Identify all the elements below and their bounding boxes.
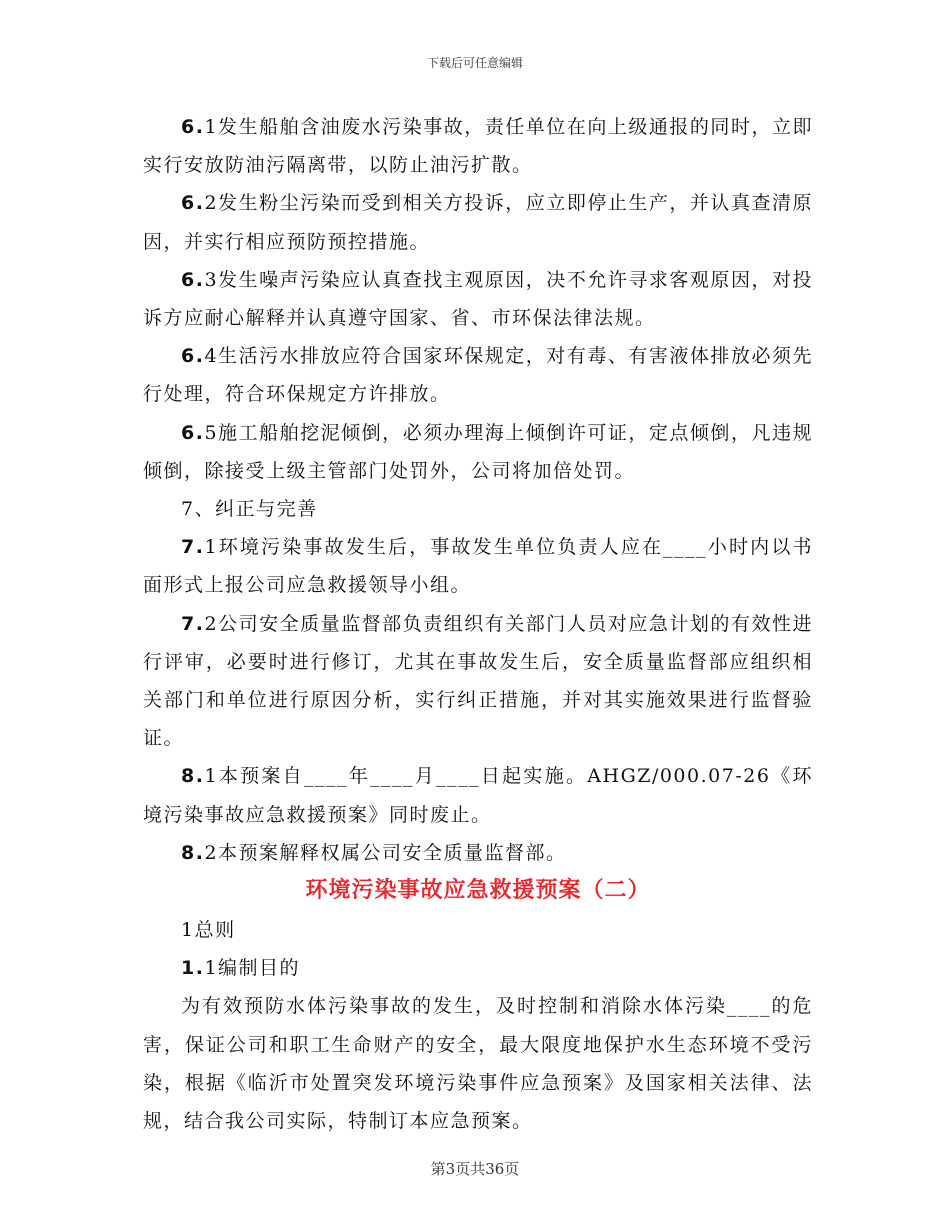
paragraph <box>143 528 813 604</box>
paragraph <box>143 261 813 337</box>
paragraph <box>143 337 813 413</box>
clause-number: 6. <box>181 192 205 215</box>
paragraph <box>143 184 813 260</box>
paragraph-text: 4生活污水排放应符合国家环保规定，对有毒、有害液体排放必须先行处理，符合环保规定方许排放。 <box>143 345 813 406</box>
clause-number: 6. <box>181 268 205 291</box>
subsection-heading <box>143 949 813 987</box>
paragraph <box>143 605 813 758</box>
clause-number: 7. <box>181 612 205 635</box>
clause-number: 6. <box>181 116 205 138</box>
paragraph-text: 1环境污染事故发生后，事故发生单位负责人应在____小时内以书面形式上报公司应急救援领导小组。 <box>143 536 813 597</box>
paragraph-text: 1发生船舶含油废水污染事故，责任单位在向上级通报的同时，立即实行安放防油污隔离带，以防止油污扩散。 <box>143 116 813 177</box>
paragraph-text: 2本预案解释权属公司安全质量监督部。 <box>204 841 567 864</box>
paragraph-text: 5施工船舶挖泥倾倒，必须办理海上倾倒许可证，定点倾倒，凡违规倾倒，除接受上级主管部门处罚外，公司将加倍处罚。 <box>143 421 813 482</box>
paragraph <box>143 414 813 490</box>
paragraph-text: 1本预案自____年____月____日起实施。AHGZ/000.07-26《环境污染事故应急救援预案》同时废止。 <box>143 765 813 826</box>
paragraph <box>143 987 813 1140</box>
clause-number: 6. <box>181 345 205 368</box>
paragraph-text: 为有效预防水体污染事故的发生，及时控制和消除水体污染____的危害，保证公司和职工生命财产的安全，最大限度地保护水生态环境不受污染，根据《临沂市处置突发环境污染事件应急预案》及国家相关法律、法规，结合我公司实际，特制订本应急预案。 <box>143 995 813 1133</box>
paragraph <box>143 757 813 833</box>
paragraph <box>143 834 813 872</box>
clause-number: 7. <box>181 536 205 559</box>
clause-number: 8. <box>181 841 205 864</box>
section-heading-7 <box>143 490 813 528</box>
clause-number: 8. <box>181 765 205 788</box>
paragraph-text: 2公司安全质量监督部负责组织有关部门人员对应急计划的有效性进行评审，必要时进行修订，尤其在事故发生后，安全质量监督部应组织相关部门和单位进行原因分析，实行纠正措施，并对其实施效果进行监督验证。 <box>143 612 813 750</box>
section-title: 环境污染事故应急救援预案（二） <box>305 878 651 904</box>
paragraph-text: 1总则 <box>181 919 236 942</box>
paragraph-text: 1编制目的 <box>204 957 301 980</box>
clause-number: 6. <box>181 421 205 444</box>
paragraph-text: 7、纠正与完善 <box>181 498 318 521</box>
paragraph-text: 3发生噪声污染应认真查找主观原因，决不允许寻求客观原因，对投诉方应耐心解释并认真遵守国家、省、市环保法律法规。 <box>143 268 813 330</box>
page-header: 下载后可任意编辑 <box>426 56 523 70</box>
clause-number: 1. <box>181 957 205 980</box>
page-footer: 第3页共36页 <box>430 1160 520 1178</box>
paragraph <box>143 108 813 184</box>
paragraph-text: 2发生粉尘污染而受到相关方投诉，应立即停止生产，并认真查清原因，并实行相应预防预控措施。 <box>143 192 813 253</box>
chapter-heading <box>143 911 813 949</box>
document-body <box>143 108 813 1140</box>
